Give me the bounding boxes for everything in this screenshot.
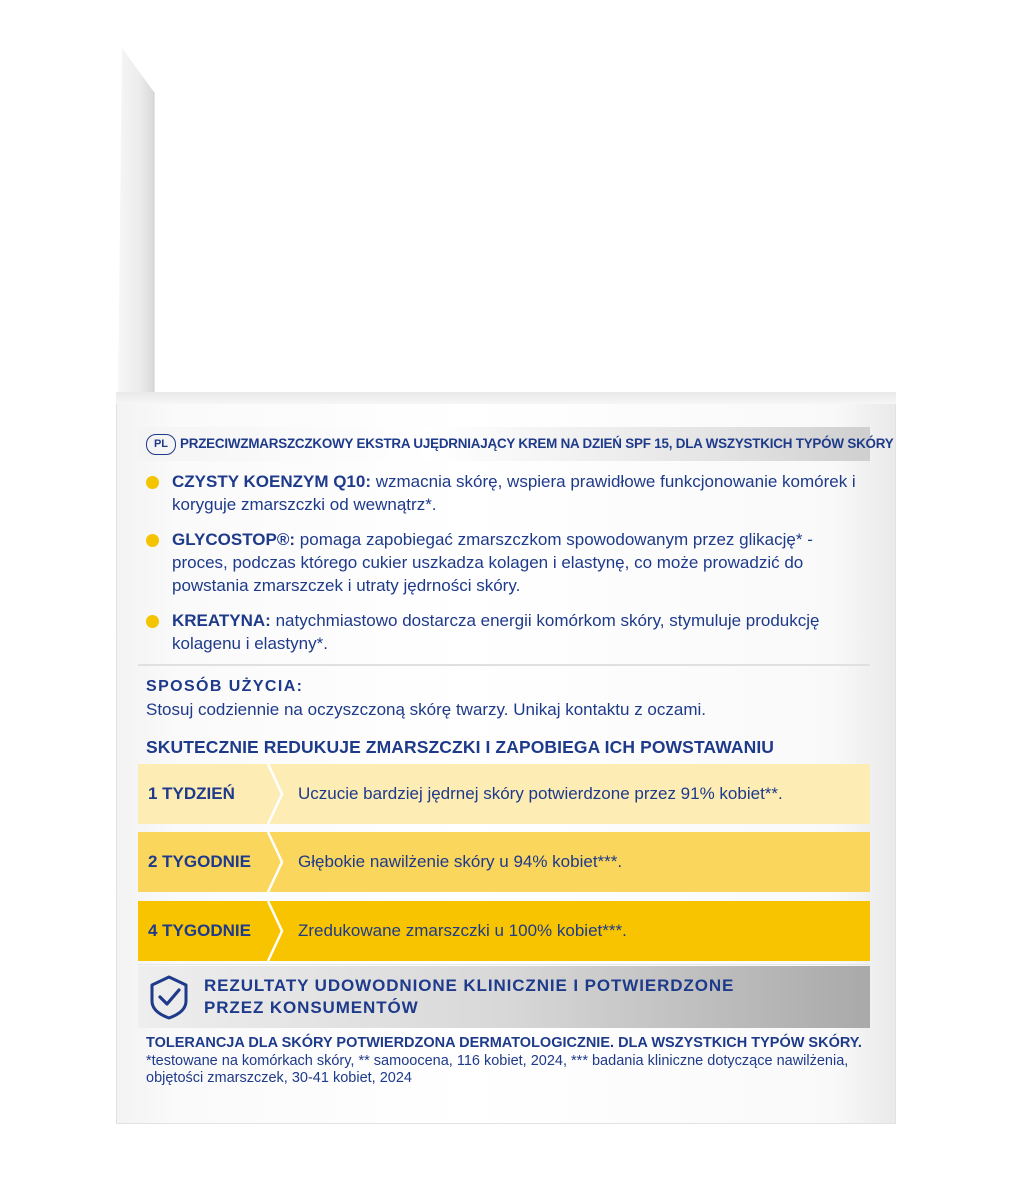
- ingredient-name: KREATYNA:: [172, 611, 271, 630]
- ingredient-item-coenzyme: [146, 470, 866, 516]
- clinical-line-2: PRZEZ KONSUMENTÓW: [204, 998, 419, 1017]
- shield-check-icon: [146, 974, 192, 1020]
- ingredient-description: wzmacnia skórę, wspiera prawidłowe funkcjonowanie komórek i koryguje zmarszczki od wewnątrz*.: [172, 472, 856, 514]
- result-period: 1 TYDZIEŃ: [148, 784, 235, 803]
- usage-text: Stosuj codziennie na oczyszczoną skórę twarzy. Unikaj kontaktu z oczami.: [146, 700, 706, 719]
- footnotes: [146, 1035, 866, 1088]
- result-text: Zredukowane zmarszczki u 100% kobiet***.: [298, 921, 627, 940]
- box-lid-flap: [118, 48, 166, 400]
- ingredient-description: natychmiastowo dostarcza energii komórkom skóry, stymuluje produkcję kolagenu i elastyny*.: [172, 611, 820, 653]
- result-row-week-4: [138, 901, 870, 961]
- chevron-right-icon: [266, 832, 286, 892]
- chevron-right-icon: [266, 764, 286, 824]
- footnote-text: *testowane na komórkach skóry, ** samoocena, 116 kobiet, 2024, *** badania kliniczne dotyczące nawilżenia, objętości zmarszczek, 30-41 kobiet, 2024: [146, 1052, 849, 1086]
- product-box-side: [116, 392, 896, 1124]
- ingredient-name: GLYCOSTOP®:: [172, 530, 296, 549]
- usage-title: SPOSÓB UŻYCIA:: [146, 678, 304, 695]
- language-badge: PL: [146, 434, 176, 455]
- bullet-dot-icon: [146, 615, 159, 628]
- ingredient-name: CZYSTY KOENZYM Q10:: [172, 472, 371, 491]
- product-title: PRZECIWZMARSZCZKOWY EKSTRA UJĘDRNIAJĄCY KREM NA DZIEŃ SPF 15, DLA WSZYSTKICH TYPÓW SKÓRY: [180, 436, 894, 451]
- box-top-edge: [116, 392, 896, 404]
- chevron-right-icon: [266, 901, 286, 961]
- divider: [138, 964, 870, 965]
- clinical-line-1: REZULTATY UDOWODNIONE KLINICZNIE I POTWIERDZONE: [204, 976, 735, 995]
- result-row-week-1: [138, 764, 870, 824]
- tolerance-statement: TOLERANCJA DLA SKÓRY POTWIERDZONA DERMATOLOGICZNIE. DLA WSZYSTKICH TYPÓW SKÓRY.: [146, 1035, 862, 1051]
- ingredient-item-kreatyna: [146, 609, 866, 655]
- bullet-dot-icon: [146, 534, 159, 547]
- result-text: Uczucie bardziej jędrnej skóry potwierdzone przez 91% kobiet**.: [298, 784, 783, 803]
- ingredient-list: [146, 470, 866, 667]
- result-row-week-2: [138, 832, 870, 892]
- results-title: SKUTECZNIE REDUKUJE ZMARSZCZKI I ZAPOBIEGA ICH POWSTAWANIU: [146, 737, 775, 757]
- ingredient-item-glycostop: [146, 528, 866, 597]
- clinical-proof-text: [204, 975, 734, 1019]
- divider: [138, 664, 870, 666]
- clinical-proof-banner: [138, 966, 870, 1028]
- result-text: Głębokie nawilżenie skóry u 94% kobiet***.: [298, 852, 623, 871]
- result-period: 4 TYGODNIE: [148, 921, 251, 940]
- bullet-dot-icon: [146, 476, 159, 489]
- ingredient-description: pomaga zapobiegać zmarszczkom spowodowanym przez glikację* - proces, podczas którego cukier uszkadza kolagen i elastynę, co może prowadzić do powstania zmarszczek i utraty jędrności skóry.: [172, 530, 813, 595]
- result-period: 2 TYGODNIE: [148, 852, 251, 871]
- header-bar: [138, 427, 894, 461]
